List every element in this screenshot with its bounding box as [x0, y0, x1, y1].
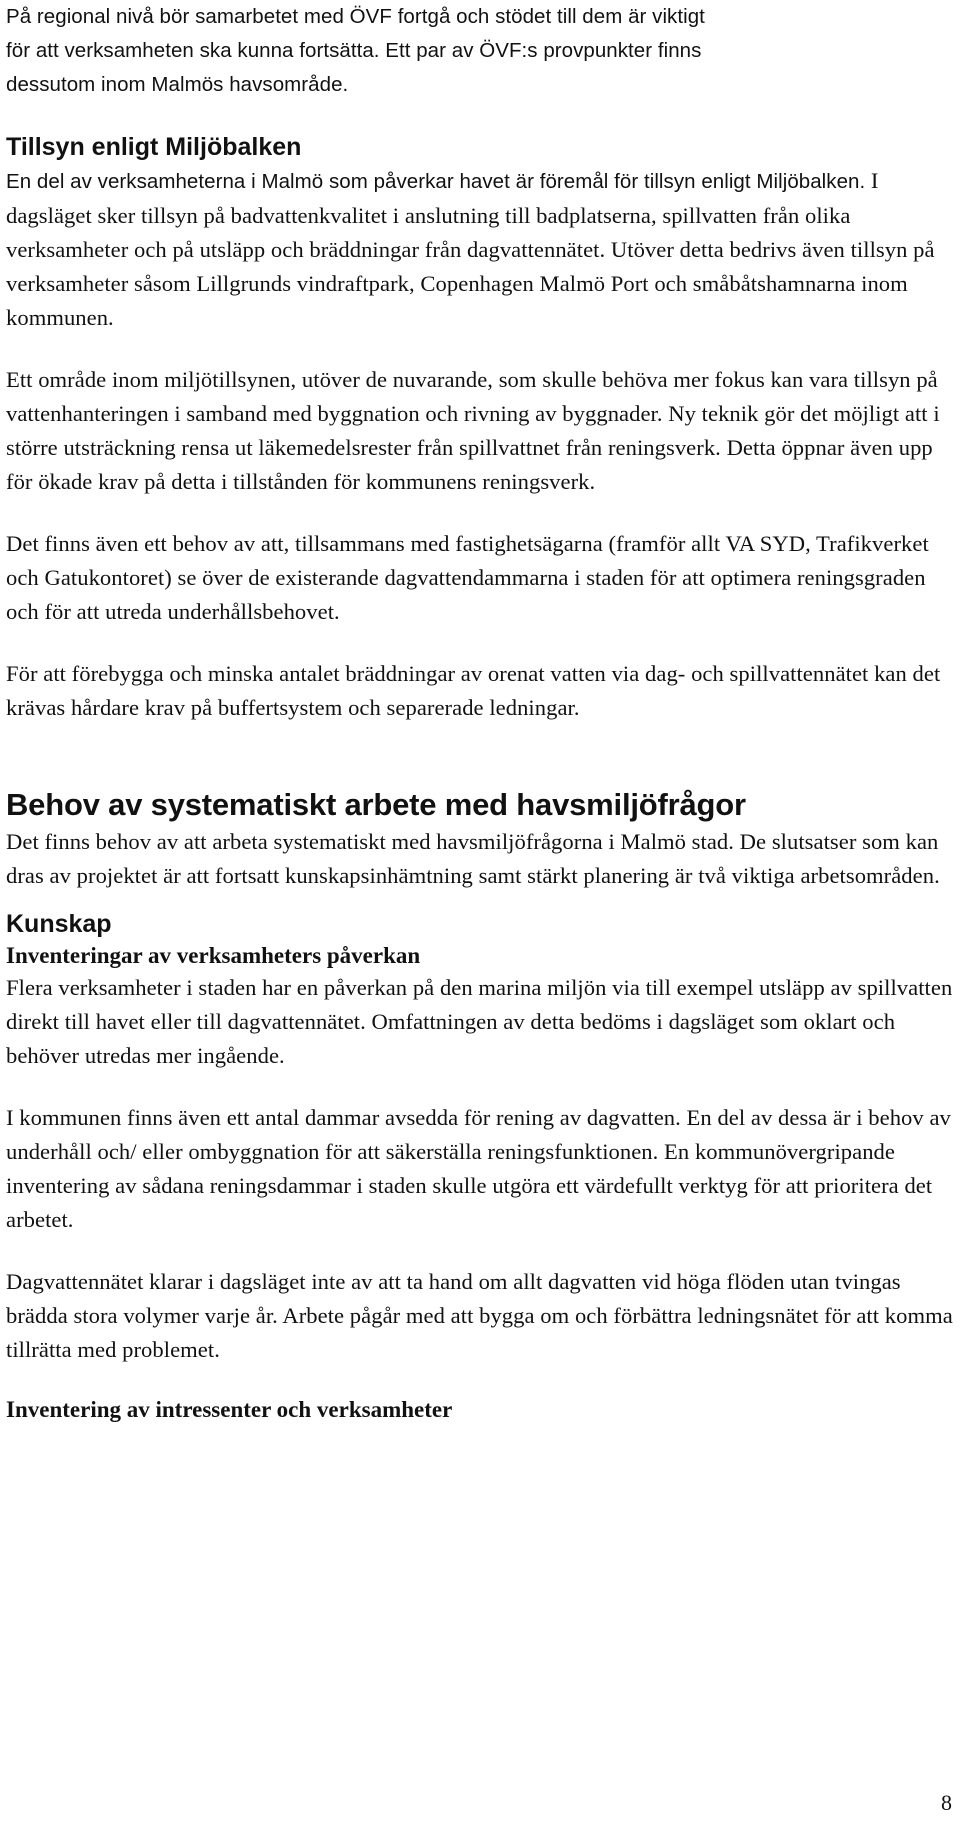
kunskap-paragraph-3: Dagvattennätet klarar i dagsläget inte av att ta hand om allt dagvatten vid höga flöden utan tvingas brädda stora volymer varje år. Arbete pågår med att bygga om och förbättra ledningsnätet för att komma tillrätta med problemet. [6, 1269, 953, 1362]
spacer [6, 1237, 956, 1265]
heading-kunskap: Kunskap [6, 910, 112, 938]
page-number: 8 [941, 1790, 952, 1815]
document-page [6, 0, 956, 1425]
kunskap-paragraph-2: I kommunen finns även ett antal dammar avsedda för rening av dagvatten. En del av dessa är i behov av underhåll och/ eller ombyggnation för att säkerställa reningsfunktionen. En kommunövergripande inventering av sådana reningsdammar i staden skulle utgöra ett värdefullt verktyg för att prioritera det arbetet. [6, 1105, 951, 1232]
tillsyn-paragraph-1-lead: En del av verksamheterna i Malmö som påverkar havet är föremål för tillsyn enligt Miljöbalken. [6, 170, 866, 193]
intro-line-2: för att verksamheten ska kunna fortsätta. Ett par av ÖVF:s provpunkter finns [6, 39, 702, 62]
subheading-inventeringar: Inventeringar av verksamheters påverkan [6, 943, 421, 968]
spacer [6, 1367, 956, 1395]
spacer [6, 893, 956, 907]
spacer [6, 335, 956, 363]
tillsyn-paragraph-3: Det finns även ett behov av att, tillsammans med fastighetsägarna (framför allt VA SYD, Trafikverket och Gatukontoret) se över de existerande dagvattendammarna i staden för att optimera reningsgraden och för att utreda underhållsbehovet. [6, 531, 929, 624]
spacer [6, 725, 956, 785]
kunskap-paragraph-1: Flera verksamheter i staden har en påverkan på den marina miljön via till exempel utsläpp av spillvatten direkt till havet eller till dagvattennätet. Omfattningen av detta bedöms i dagsläget som oklart och behöver utredas mer ingående. [6, 975, 953, 1068]
behov-paragraph: Det finns behov av att arbeta systematiskt med havsmiljöfrågorna i Malmö stad. De slutsatser som kan dras av projektet är att fortsatt kunskapsinhämtning samt stärkt planering är två viktiga arbetsområden. [6, 829, 940, 888]
intro-line-1: På regional nivå bör samarbetet med ÖVF fortgå och stödet till dem är viktigt [6, 5, 705, 28]
spacer [6, 499, 956, 527]
tillsyn-paragraph-1-body: I dagsläget sker tillsyn på badvattenkvalitet i anslutning till badplatserna, spillvatten från olika verksamheter och på utsläpp och bräddningar från dagvattennätet. Utöver detta bedrivs även tillsyn på verksamheter såsom Lillgrunds vindraftpark, Copenhagen Malmö Port och småbåtshamnarna inom kommunen. [6, 168, 935, 330]
tillsyn-paragraph-1 [6, 164, 956, 335]
spacer [6, 1073, 956, 1101]
intro-line-3: dessutom inom Malmös havsområde. [6, 73, 349, 96]
heading-behov: Behov av systematiskt arbete med havsmiljöfrågor [6, 787, 746, 822]
tillsyn-paragraph-2: Ett område inom miljötillsynen, utöver de nuvarande, som skulle behöva mer fokus kan vara tillsyn på vattenhanteringen i samband med byggnation och rivning av byggnader. Ny teknik gör det möjligt att i större utsträckning rensa ut läkemedelsrester från spillvattnet från reningsverk. Detta öppnar även upp för ökade krav på detta i tillstånden för kommunens reningsverk. [6, 367, 940, 494]
subheading-intressenter: Inventering av intressenter och verksamheter [6, 1397, 453, 1422]
spacer [6, 102, 956, 130]
heading-tillsyn: Tillsyn enligt Miljöbalken [6, 133, 302, 161]
spacer [6, 629, 956, 657]
tillsyn-paragraph-4: För att förebygga och minska antalet bräddningar av orenat vatten via dag- och spillvattennätet kan det krävas hårdare krav på buffertsystem och separerade ledningar. [6, 661, 941, 720]
intro-paragraph [6, 0, 956, 102]
